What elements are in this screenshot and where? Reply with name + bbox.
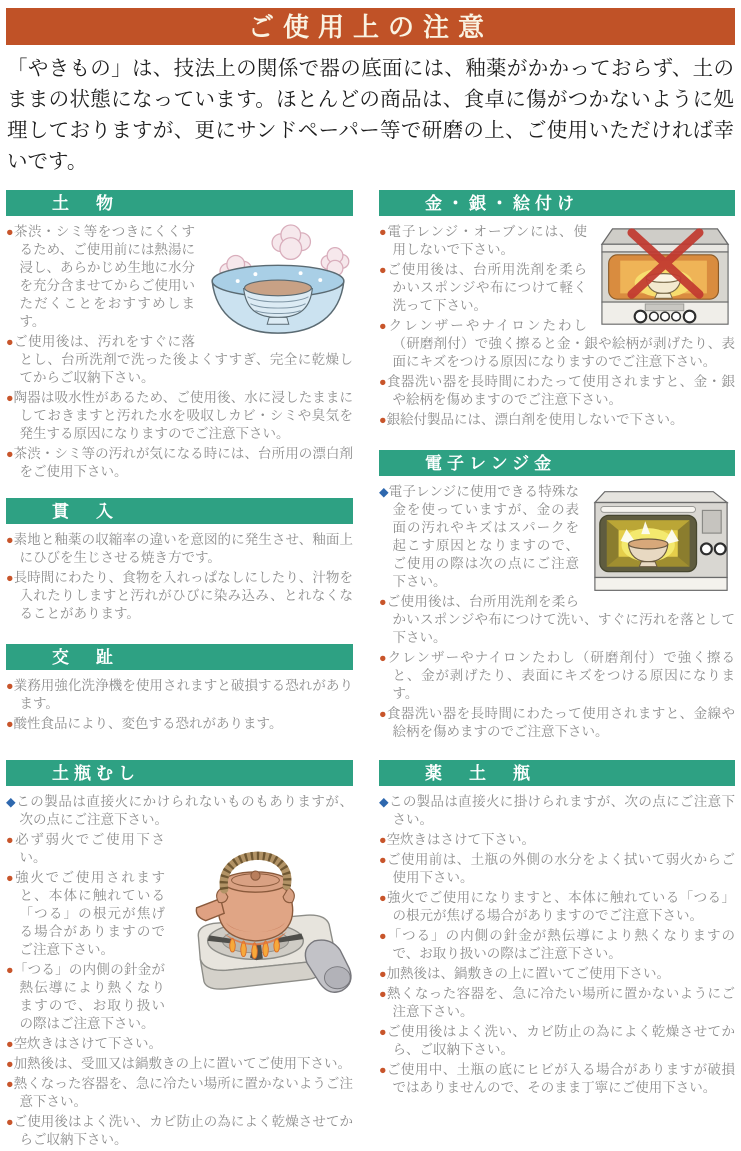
- bullet-icon: ●: [379, 263, 388, 277]
- notice-text: この製品は直接火に掛けられますが、次の点にご注意下さい。: [388, 794, 735, 827]
- section-kannyu: [6, 498, 353, 623]
- section-header: [379, 190, 735, 216]
- crossed-toaster-oven-illustration: [595, 225, 735, 329]
- notice-item: [6, 569, 353, 623]
- bullet-icon: ●: [6, 391, 14, 405]
- bullet-icon: ●: [6, 447, 14, 461]
- notice-item: [379, 1061, 735, 1097]
- notice-text: ご使用後はよく洗い、カビ防止の為によく乾燥させてからご収納下さい。: [13, 1114, 353, 1147]
- bullet-icon: ●: [379, 413, 387, 427]
- notice-item: [379, 1023, 735, 1059]
- notice-text: 強火でご使用されますと、本体に触れている「つる」の根元が焦げる場合がありますのでご注意下さい。: [15, 870, 165, 957]
- section-renjikin: [379, 450, 735, 743]
- section-title: 薬 土 瓶: [425, 763, 535, 783]
- notice-text: 酸性食品により、変色する恐れがあります。: [13, 716, 283, 731]
- notice-text: 加熱後は、鍋敷きの上に置いてご使用下さい。: [386, 966, 671, 981]
- bullet-icon: ●: [6, 1115, 14, 1129]
- section-header: [379, 450, 735, 476]
- intro-paragraph: 「やきもの」は、技法上の関係で器の底面には、釉薬がかかっておらず、土のままの状態になっています。ほとんどの商品は、食卓に傷がつかないように処理しておりますが、更にサンドペーパー等で研磨の上、ご使用いただければ幸いです。: [7, 58, 734, 173]
- notice-item: [379, 411, 735, 429]
- notice-text: ご使用後は、汚れをすぐに落とし、台所洗剤で洗った後よくすすぎ、完全に乾燥してからご収納下さい。: [14, 334, 353, 385]
- notice-text: ご使用前は、土瓶の外側の水分をよく拭いて弱火からご使用下さい。: [387, 852, 735, 885]
- bullet-icon: ●: [6, 833, 16, 847]
- notice-item: [379, 851, 735, 887]
- teapot-on-stove-illustration: [169, 831, 353, 1003]
- bullet-icon: ●: [379, 929, 388, 943]
- notice-item: [379, 793, 735, 829]
- notice-text: 必ず弱火でご使用下さい。: [15, 832, 165, 865]
- notice-text: ご使用後は、台所用洗剤を柔らかいスポンジや布につけて洗い、すぐに汚れを落として下さい。: [386, 594, 735, 645]
- section-header: [6, 498, 353, 524]
- notice-text: 素地と釉薬の収縮率の違いを意図的に発生させ、釉面上にひびを生じさせる焼き方です。: [13, 532, 353, 565]
- bullet-icon: ●: [379, 375, 387, 389]
- section-tsuchimono: [6, 190, 353, 483]
- notice-text: 空炊きはさけて下さい。: [386, 832, 536, 847]
- notice-text: 食器洗い器を長時間にわたって使用されますと、金線や絵柄を傷めますのでご注意下さい。: [387, 706, 735, 739]
- bullet-icon: ●: [379, 891, 387, 905]
- notice-item: [379, 373, 735, 409]
- bullet-icon: ●: [379, 853, 387, 867]
- bullet-icon: ●: [379, 319, 389, 333]
- steaming-bowl-illustration: [203, 225, 353, 341]
- section-header: [379, 760, 735, 786]
- bullet-icon: ●: [6, 963, 14, 977]
- section-body: [6, 223, 353, 483]
- bullet-icon: ●: [6, 1057, 14, 1071]
- bullet-icon: ●: [6, 679, 14, 693]
- bullet-icon: ●: [379, 967, 387, 981]
- notice-text: 茶渋・シミ等の汚れが気になる時には、台所用の漂白剤をご使用下さい。: [13, 446, 353, 479]
- notice-text: 空炊きはさけて下さい。: [13, 1036, 163, 1051]
- notice-item: [6, 1075, 353, 1111]
- notice-text: 熱くなった容器を、急に冷たい場所に置かないようにご注意下さい。: [387, 986, 735, 1019]
- bullet-icon: ●: [6, 717, 14, 731]
- notice-text: ご使用中、土瓶の底にヒビが入る場合がありますが破損ではありませんので、そのまま丁寧にご使用下さい。: [387, 1062, 735, 1095]
- section-dobinmushi: [6, 760, 353, 1151]
- section-title: 電子レンジ金: [425, 453, 557, 473]
- section-body: [6, 677, 353, 733]
- notice-text: クレンザーやナイロンたわし（研磨剤付）で強く擦ると金・銀や絵柄が剥げたり、表面にキズをつける原因になりますのでご注意下さい。: [388, 318, 735, 369]
- section-title: 金・銀・絵付け: [425, 193, 579, 213]
- right-column: [379, 190, 735, 1151]
- bullet-icon: ●: [6, 571, 14, 585]
- section-title: 土瓶むし: [52, 763, 140, 783]
- section-body: [379, 223, 735, 431]
- section-title: 土 物: [52, 193, 118, 213]
- left-column: [6, 190, 353, 1151]
- section-header: [6, 190, 353, 216]
- notice-item: [6, 445, 353, 481]
- notice-text: 銀絵付製品には、漂白剤を使用しないで下さい。: [386, 412, 684, 427]
- notice-text: 陶器は吸水性があるため、ご使用後、水に浸したままにしておきますと汚れた水を吸収しカビ・シミや臭気を発生する原因になりますのでご注意下さい。: [13, 390, 353, 441]
- notice-text: クレンザーやナイロンたわし（研磨剤付）で強く擦ると、金が剥げたり、表面にキズをつける原因になります。: [387, 650, 735, 701]
- bullet-icon: ●: [379, 987, 387, 1001]
- bullet-icon: ●: [379, 1063, 387, 1077]
- notice-text: 電子レンジ・オーブンには、使用しないで下さい。: [387, 224, 587, 257]
- bullet-icon: ●: [6, 1077, 14, 1091]
- notice-text: この製品は直接火にかけられないものもありますが、次の点にご注意下さい。: [16, 794, 353, 827]
- section-kochi: [6, 644, 353, 733]
- section-body: [379, 483, 735, 743]
- bullet-icon: ●: [6, 335, 15, 349]
- bullet-icon: ●: [6, 1037, 14, 1051]
- notice-item: [379, 965, 735, 983]
- section-header: [6, 760, 353, 786]
- bullet-icon: ●: [6, 533, 14, 547]
- notice-item: [6, 389, 353, 443]
- page-title-bar: [6, 8, 735, 45]
- notice-text: 熱くなった容器を、急に冷たい場所に置かないようご注意下さい。: [13, 1076, 353, 1109]
- notice-text: 業務用強化洗浄機を使用されますと破損する恐れがあります。: [13, 678, 353, 711]
- notice-item: [6, 531, 353, 567]
- notice-text: 長時間にわたり、食物を入れっぱなしにしたり、汁物を入れたりしますと汚れがひびに染み込み、とれなくなることがあります。: [13, 570, 353, 621]
- section-yakudobin: [379, 760, 735, 1097]
- bullet-icon: ●: [379, 1025, 387, 1039]
- notice-text: ご使用後はよく洗い、カビ防止の為によく乾燥させてから、ご収納下さい。: [387, 1024, 735, 1057]
- notice-item: [379, 649, 735, 703]
- notice-text: 強火でご使用になりますと、本体に触れている「つる」の根元が焦げる場合がありますのでご注意下さい。: [387, 890, 735, 923]
- section-title: 貫 入: [52, 501, 118, 521]
- bullet-icon: ●: [379, 595, 387, 609]
- notice-text: 「つる」の内側の針金が熱伝導により熱くなりますので、お取り扱いの際はご注意下さい。: [387, 928, 735, 961]
- notice-item: [379, 927, 735, 963]
- notice-text: 食器洗い器を長時間にわたって使用されますと、金・銀や絵柄を傷めますのでご注意下さい。: [387, 374, 735, 407]
- notice-item: [379, 889, 735, 925]
- notice-item: [379, 831, 735, 849]
- notice-text: 電子レンジに使用できる特殊な金を使っていますが、金の表面の汚れやキズはスパークを起こす原因となりますので、ご使用の際は次の点にご注意下さい。: [388, 484, 579, 589]
- notice-text: ご使用後は、台所用洗剤を柔らかいスポンジや布につけて軽く洗って下さい。: [387, 262, 587, 313]
- section-body: [379, 793, 735, 1097]
- bullet-icon: ●: [379, 225, 388, 239]
- notice-item: [379, 705, 735, 741]
- notice-item: [6, 715, 353, 733]
- section-title: 交 趾: [52, 647, 118, 667]
- notice-item: [6, 333, 353, 387]
- section-header: [6, 644, 353, 670]
- notice-text: 加熱後は、受皿又は鍋敷きの上に置いてご使用下さい。: [13, 1056, 352, 1071]
- page-title: ご使用上の注意: [247, 11, 493, 42]
- bullet-icon: ●: [6, 225, 15, 239]
- bullet-icon: ●: [379, 833, 387, 847]
- notice-item: [379, 985, 735, 1021]
- notice-item: [6, 1035, 353, 1053]
- diamond-icon: ◆: [379, 795, 389, 809]
- notice-item: [6, 793, 353, 829]
- notice-item: [6, 1055, 353, 1073]
- bullet-icon: ●: [6, 871, 16, 885]
- diamond-icon: ◆: [6, 795, 17, 809]
- two-column-layout: [6, 190, 735, 1151]
- section-kingin: [379, 190, 735, 431]
- notice-text: 「つる」の内側の針金が熱伝導により熱くなりますので、お取り扱いの際はご注意下さい。: [13, 962, 165, 1031]
- notice-item: [6, 677, 353, 713]
- notice-text: 茶渋・シミ等をつきにくくするため、ご使用前には熱湯に浸し、あらかじめ生地に水分を充分含ませてからご使用いただくことをおすすめします。: [14, 224, 195, 329]
- notice-item: [6, 1113, 353, 1149]
- bullet-icon: ●: [379, 707, 387, 721]
- section-body: [6, 531, 353, 623]
- bullet-icon: ●: [379, 651, 388, 665]
- microwave-oven-illustration: [587, 485, 735, 597]
- diamond-icon: ◆: [379, 485, 389, 499]
- section-body: [6, 793, 353, 1151]
- notice-item: [379, 593, 735, 647]
